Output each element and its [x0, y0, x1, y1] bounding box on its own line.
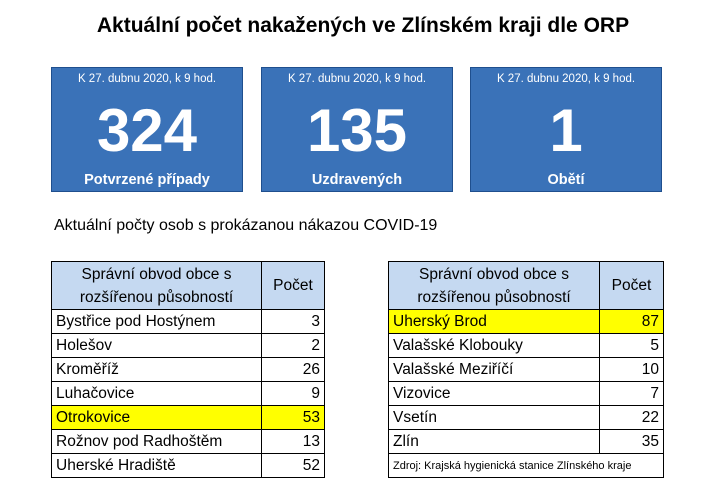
card-value: 135 [306, 97, 408, 164]
table-right [388, 261, 664, 478]
count-cell: 26 [262, 358, 325, 382]
table-row [389, 358, 664, 382]
count-cell: 5 [600, 334, 664, 358]
region-cell: Kroměříž [52, 358, 262, 382]
card-value: 1 [549, 97, 583, 164]
region-cell: Holešov [52, 334, 262, 358]
header-count: Počet [600, 262, 664, 310]
card-label: Obětí [547, 172, 585, 188]
table-row [389, 382, 664, 406]
table-row [52, 454, 325, 478]
page-title: Aktuální počet nakažených ve Zlínském kraji dle ORP [96, 14, 630, 37]
table-row [52, 334, 325, 358]
card-date: K 27. dubnu 2020, k 9 hod. [287, 73, 427, 85]
card-label: Uzdravených [311, 172, 403, 188]
table-left [51, 261, 325, 478]
count-cell: 87 [600, 310, 664, 334]
table-row [389, 454, 664, 478]
count-cell: 10 [600, 358, 664, 382]
source-note: Zdroj: Krajská hygienická stanice Zlínského kraje [389, 454, 664, 478]
count-cell: 53 [262, 406, 325, 430]
table-row [52, 382, 325, 406]
card-deaths [470, 67, 662, 192]
table-row [389, 334, 664, 358]
table-row [52, 358, 325, 382]
table-row [52, 310, 325, 334]
table-row-highlighted [389, 310, 664, 334]
header-region: Správní obvod obce s rozšířenou působností [52, 262, 262, 310]
card-value: 324 [96, 97, 198, 164]
count-cell: 13 [262, 430, 325, 454]
region-cell: Luhačovice [52, 382, 262, 406]
count-cell: 22 [600, 406, 664, 430]
region-cell: Valašské Meziříčí [389, 358, 600, 382]
card-label: Potvrzené případy [84, 172, 210, 188]
region-cell: Vizovice [389, 382, 600, 406]
table-row [389, 406, 664, 430]
count-cell: 9 [262, 382, 325, 406]
region-cell: Uherské Hradiště [52, 454, 262, 478]
card-date: K 27. dubnu 2020, k 9 hod. [77, 73, 217, 85]
table-header-row [52, 262, 325, 310]
region-cell: Uherský Brod [389, 310, 600, 334]
table-header-row [389, 262, 664, 310]
count-cell: 7 [600, 382, 664, 406]
section-subtitle: Aktuální počty osob s prokázanou nákazou COVID-19 [54, 217, 438, 234]
table-row [52, 430, 325, 454]
region-cell: Rožnov pod Radhoštěm [52, 430, 262, 454]
header-region: Správní obvod obce s rozšířenou působností [389, 262, 600, 310]
table-row-highlighted [52, 406, 325, 430]
region-cell: Vsetín [389, 406, 600, 430]
count-cell: 52 [262, 454, 325, 478]
card-date: K 27. dubnu 2020, k 9 hod. [496, 73, 636, 85]
card-confirmed-cases [51, 67, 243, 192]
count-cell: 35 [600, 430, 664, 454]
header-count: Počet [262, 262, 325, 310]
region-cell: Otrokovice [52, 406, 262, 430]
region-cell: Bystřice pod Hostýnem [52, 310, 262, 334]
count-cell: 2 [262, 334, 325, 358]
card-recovered [261, 67, 453, 192]
table-row [389, 430, 664, 454]
region-cell: Zlín [389, 430, 600, 454]
count-cell: 3 [262, 310, 325, 334]
region-cell: Valašské Klobouky [389, 334, 600, 358]
